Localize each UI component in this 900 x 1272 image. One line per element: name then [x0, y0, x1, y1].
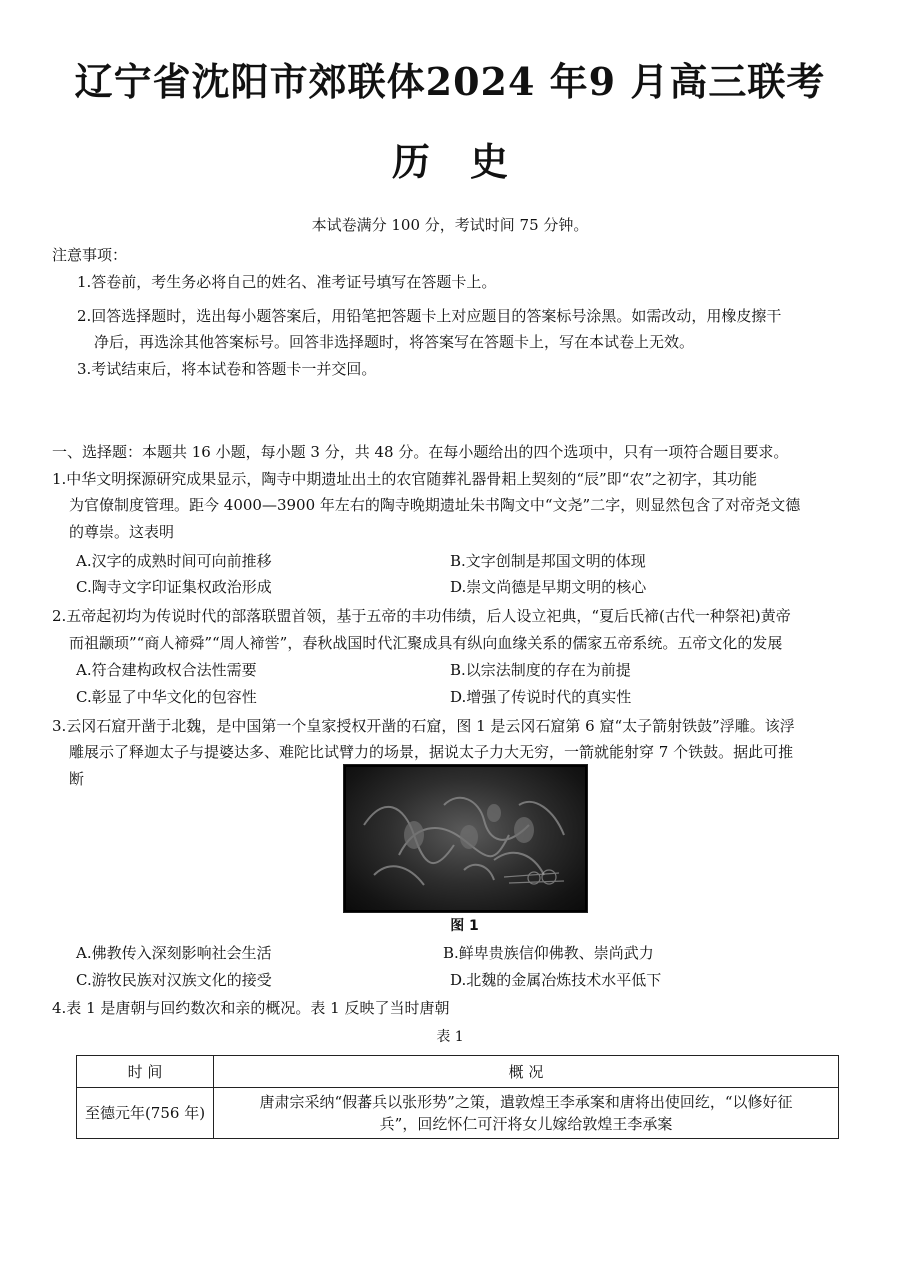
question-text: 断 — [69, 770, 85, 788]
question-text: 3.云冈石窟开凿于北魏，是中国第一个皇家授权开凿的石窟，图 1 是云冈石窟第 6 窟“太子箭射铁鼓”浮雕。该浮 — [52, 717, 795, 735]
column-header-time: 时 间 — [77, 1056, 214, 1088]
column-header-desc: 概 况 — [214, 1056, 839, 1088]
option-b: B.以宗法制度的存在为前提 — [450, 661, 631, 679]
option-a: A.符合建构政权合法性需要 — [76, 661, 257, 679]
option-c: C.游牧民族对汉族文化的接受 — [76, 971, 272, 989]
question-text: 雕展示了释迦太子与提婆达多、难陀比试臂力的场景，据说太子力大无穷，一箭就能射穿 7 个铁鼓。据此可推 — [69, 743, 794, 761]
notice-item: 净后，再选涂其他答案标号。回答非选择题时，将答案写在答题卡上，写在本试卷上无效。 — [94, 333, 695, 351]
subject-title: 历史 — [391, 139, 548, 184]
notice-heading: 注意事项： — [52, 246, 128, 264]
table-caption: 表 1 — [436, 1029, 464, 1045]
exam-title: 辽宁省沈阳市郊联体2024 年9 月高三联考 — [74, 59, 826, 104]
question-text: 而祖颛顼”“商人褅舜”“周人褅喾”，春秋战国时代汇聚成具有纵向血缘关系的儒家五帝系统。五帝文化的发展 — [69, 634, 783, 652]
option-c: C.陶寺文字印证集权政治形成 — [76, 578, 272, 596]
question-text: 4.表 1 是唐朝与回约数次和亲的概况。表 1 反映了当时唐朝 — [52, 999, 450, 1017]
table-row — [77, 1088, 839, 1139]
question-text: 1.中华文明探源研究成果显示，陶寺中期遗址出土的农官随葬礼器骨耜上契刻的“辰”即“农”之初字，其功能 — [52, 470, 757, 488]
option-b: B.文字创制是邦国文明的体现 — [450, 552, 646, 570]
cell-desc — [214, 1088, 839, 1139]
notice-item: 3.考试结束后，将本试卷和答题卡一并交回。 — [77, 360, 377, 378]
question-text: 的尊崇。这表明 — [69, 523, 175, 541]
option-a: A.佛教传入深刻影响社会生活 — [76, 944, 272, 962]
option-d: D.崇文尚德是早期文明的核心 — [450, 578, 647, 596]
option-d: D.北魏的金属冶炼技术水平低下 — [450, 971, 662, 989]
relief-illustration — [344, 765, 587, 912]
question-text: 2.五帝起初均为传说时代的部落联盟首领，基于五帝的丰功伟绩，后人设立祀典，“夏后氏褅(古代一种祭祀)黄帝 — [52, 607, 791, 625]
figure-caption: 图 1 — [450, 918, 479, 934]
option-c: C.彰显了中华文化的包容性 — [76, 688, 257, 706]
table-header-row — [77, 1056, 839, 1088]
cell-time: 至德元年(756 年) — [77, 1088, 214, 1139]
notice-item: 2.回答选择题时，选出每小题答案后，用铅笔把答题卡上对应题目的答案标号涂黑。如需改动，用橡皮擦干 — [77, 307, 782, 325]
option-a: A.汉字的成熟时间可向前推移 — [76, 552, 272, 570]
question-text: 为官僚制度管理。距今 4000—3900 年左右的陶寺晚期遗址朱书陶文中“文尧”二字，则显然包含了对帝尧文德 — [69, 496, 801, 514]
option-b: B.鲜卑贵族信仰佛教、崇尚武力 — [443, 944, 654, 962]
option-d: D.增强了传说时代的真实性 — [450, 688, 632, 706]
section-heading: 一、选择题：本题共 16 小题，每小题 3 分，共 48 分。在每小题给出的四个选项中，只有一项符合题目要求。 — [52, 443, 789, 461]
notice-item: 1.答卷前，考生务必将自己的姓名、准考证号填写在答题卡上。 — [77, 273, 497, 291]
cell-desc-line: 唐肃宗采纳“假蕃兵以张形势”之策，遣敦煌王李承案和唐将出使回纥，“以修好征 — [259, 1093, 793, 1111]
cell-desc-line: 兵”，回纥怀仁可汗将女儿嫁给敦煌王李承案 — [379, 1115, 673, 1133]
data-table — [76, 1055, 839, 1139]
exam-meta: 本试卷满分 100 分，考试时间 75 分钟。 — [311, 216, 589, 234]
relief-photo — [343, 764, 588, 913]
